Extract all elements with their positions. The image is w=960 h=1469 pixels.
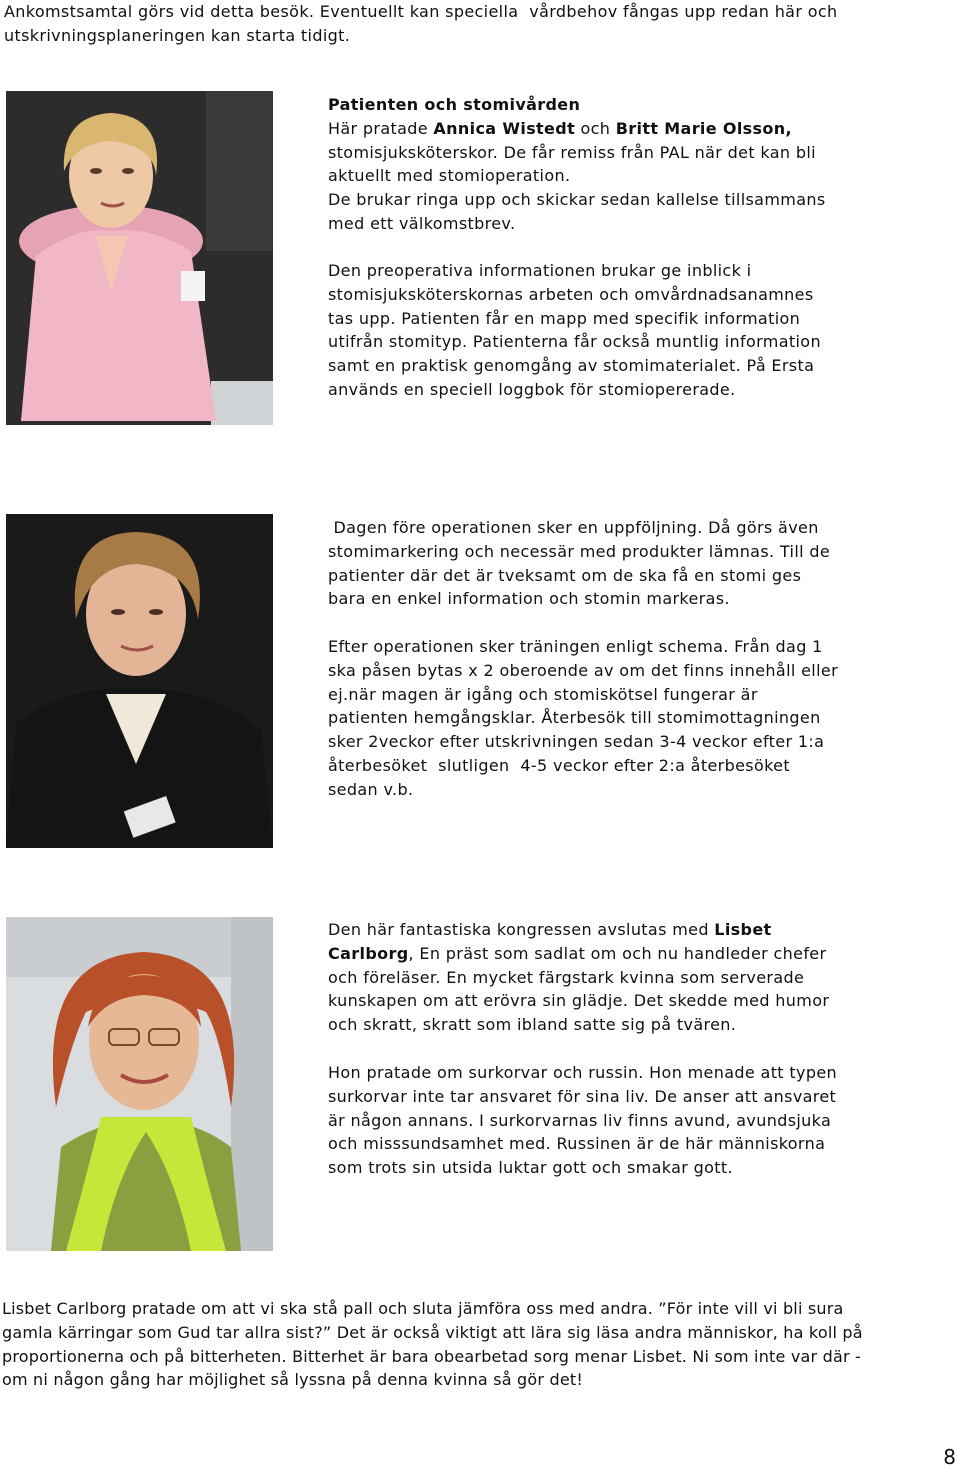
section2-p2-line: Efter operationen sker träningen enligt schema. Från dag 1 — [328, 637, 823, 656]
section1-p2-line: utifrån stomityp. Patienterna får också muntlig information — [328, 332, 821, 352]
speaker-name: Carlborg — [328, 943, 409, 963]
intro-line: utskrivningsplaneringen kan starta tidigt. — [4, 25, 351, 45]
section2-paragraph-2 — [328, 635, 838, 802]
section3-paragraph-2 — [328, 1061, 837, 1180]
section3-p1-line: och skratt, skratt som ibland satte sig på tvären. — [328, 1015, 737, 1035]
section1-heading: Patienten och stomivården — [328, 95, 581, 114]
section2-p2-line: ej.när magen är igång och stomiskötsel fungerar är — [328, 684, 758, 704]
page-number: 8 — [943, 1445, 956, 1469]
section1-p1-line: De brukar ringa upp och skickar sedan kallelse tillsammans — [328, 190, 826, 210]
section2-p2-line: sedan v.b. — [328, 779, 414, 799]
section3-p1-line: kunskapen om att erövra sin glädje. Det skedde med humor — [328, 991, 830, 1011]
section3-p2-line: surkorvar inte tar ansvaret för sina liv. De anser att ansvaret — [328, 1086, 837, 1106]
photo-speaker-2 — [6, 514, 273, 848]
section3-p2-line: är någon annans. I surkorvarnas liv finns avund, avundsjuka — [328, 1110, 832, 1130]
section3-p1-text: Den här fantastiska kongressen avslutas med — [328, 920, 715, 939]
section1-paragraph-2 — [328, 259, 821, 402]
section1-p2-line: stomisjuksköterskornas arbeten och omvårdnadsanamnes — [328, 284, 814, 304]
intro-paragraph — [4, 0, 837, 48]
section2-p2-line: sker 2veckor efter utskrivningen sedan 3-4 veckor efter 1:a — [328, 732, 825, 752]
section2-p2-line: patienten hemgångsklar. Återbesök till stomimottagningen — [328, 708, 821, 728]
section2-p2-line: återbesöket slutligen 4-5 veckor efter 2:a återbesöket — [328, 755, 790, 775]
section2-paragraph-1 — [328, 516, 830, 611]
speaker-name: Lisbet — [714, 920, 772, 939]
closing-line: Lisbet Carlborg pratade om att vi ska stå pall och sluta jämföra oss med andra. ”För inte vill vi bli sura — [2, 1299, 844, 1318]
section1-p1-text: Här pratade — [328, 118, 434, 138]
closing-paragraph — [2, 1297, 863, 1392]
section1-p2-line: Den preoperativa informationen brukar ge inblick i — [328, 261, 752, 280]
photo-speaker-3 — [6, 917, 273, 1251]
section3-p1-line: och föreläser. En mycket färgstark kvinna som serverade — [328, 967, 805, 987]
closing-line: proportionerna och på bitterheten. Bitterhet är bara obearbetad sorg menar Lisbet. Ni som inte var där - — [2, 1346, 861, 1366]
section2-p1-line: Dagen före operationen sker en uppföljning. Då görs även — [328, 518, 819, 537]
section2-p1-line: bara en enkel information och stomin markeras. — [328, 589, 730, 609]
section1-p2-line: används en speciell loggbok för stomiopererade. — [328, 379, 736, 399]
section3-p2-line: som trots sin utsida luktar gott och smakar gott. — [328, 1158, 733, 1178]
section3-p1-text: , En präst som sadlat om och nu handleder chefer — [408, 943, 827, 963]
section1-p1-line: aktuellt med stomioperation. — [328, 166, 571, 186]
section1-p1-line: med ett välkomstbrev. — [328, 213, 516, 233]
section3-p2-line: Hon pratade om surkorvar och russin. Hon menade att typen — [328, 1063, 838, 1082]
closing-line: gamla kärringar som Gud tar allra sist?” Det är också viktigt att lära sig läsa andra människor, ha koll på — [2, 1322, 863, 1342]
section1-p1-text: och — [575, 118, 616, 138]
section1-p2-line: samt en praktisk genomgång av stomimaterialet. På Ersta — [328, 356, 815, 376]
section2-p1-line: stomimarkering och necessär med produkter lämnas. Till de — [328, 541, 831, 561]
speaker-name: Britt Marie Olsson, — [615, 118, 792, 138]
intro-line: Ankomstsamtal görs vid detta besök. Eventuellt kan speciella vårdbehov fångas upp redan här och — [4, 2, 838, 21]
speaker-name: Annica Wistedt — [433, 118, 576, 138]
section2-p1-line: patienter där det är tveksamt om de ska få en stomi ges — [328, 565, 802, 585]
section1-p2-line: tas upp. Patienten får en mapp med specifik information — [328, 308, 801, 328]
section3-p2-line: och misssundsamhet med. Russinen är de här människorna — [328, 1134, 826, 1154]
section2-p2-line: ska påsen bytas x 2 oberoende av om det finns innehåll eller — [328, 660, 839, 680]
section1-text — [328, 93, 826, 236]
section1-p1-line: stomisjuksköterskor. De får remiss från PAL när det kan bli — [328, 142, 816, 162]
photo-speaker-1 — [6, 91, 273, 425]
closing-line: om ni någon gång har möjlighet så lyssna på denna kvinna så gör det! — [2, 1370, 583, 1390]
section3-paragraph-1 — [328, 918, 829, 1037]
